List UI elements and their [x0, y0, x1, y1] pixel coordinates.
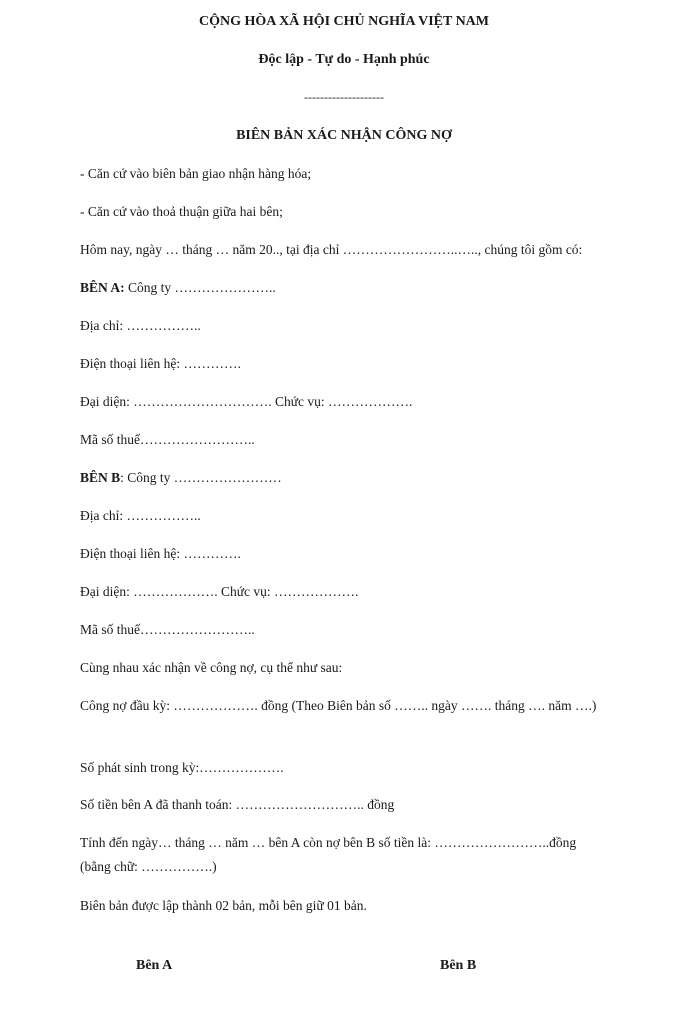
basis-line-1: - Căn cứ vào biên bản giao nhận hàng hóa;: [80, 166, 312, 181]
arising-amount: Số phát sinh trong kỳ:……………….: [80, 760, 284, 775]
confirm-line: Cùng nhau xác nhận về công nợ, cụ thể như sau:: [80, 660, 343, 675]
party-a-company-text: Công ty …………………..: [124, 280, 276, 295]
party-b-tax-code: Mã số thuế……………………..: [80, 622, 255, 637]
party-b-address: Địa chỉ: ……………..: [80, 508, 201, 523]
signature-party-a: Bên A: [136, 958, 173, 973]
remaining-debt: Tính đến ngày… tháng … năm … bên A còn nợ bên B số tiền là: ……………………..đồng (bằng chữ: …………….): [80, 835, 577, 874]
party-b-label: BÊN B: [80, 470, 121, 485]
signature-party-b: Bên B: [440, 958, 477, 973]
document-title: BIÊN BẢN XÁC NHẬN CÔNG NỢ: [236, 128, 452, 143]
opening-debt: Công nợ đầu kỳ: ………………. đồng (Theo Biên bản số …….. ngày ……. tháng …. năm ….): [80, 698, 597, 713]
motto: Độc lập - Tự do - Hạnh phúc: [258, 52, 430, 67]
party-b-representative: Đại diện: ………………. Chức vụ: ……………….: [80, 584, 359, 599]
party-a-address: Địa chỉ: ……………..: [80, 318, 201, 333]
party-a-label: BÊN A:: [80, 280, 125, 295]
header-divider: --------------------: [304, 90, 384, 104]
party-a-representative: Đại diện: …………………………. Chức vụ: ……………….: [80, 394, 413, 409]
party-b-company-text: : Công ty ……………………: [120, 470, 282, 485]
intro-line: Hôm nay, ngày … tháng … năm 20.., tại địa chỉ ……………………..….., chúng tôi gồm có:: [80, 242, 583, 257]
basis-line-2: - Căn cứ vào thoả thuận giữa hai bên;: [80, 204, 283, 219]
party-a-phone: Điện thoại liên hệ: ………….: [80, 356, 241, 371]
copies-note: Biên bản được lập thành 02 bản, mỗi bên giữ 01 bản.: [80, 898, 367, 913]
party-a-tax-code: Mã số thuế……………………..: [80, 432, 255, 447]
paid-amount: Số tiền bên A đã thanh toán: ……………………….. đồng: [80, 797, 395, 812]
party-b-company: [80, 470, 600, 486]
country-header: CỘNG HÒA XÃ HỘI CHỦ NGHĨA VIỆT NAM: [198, 14, 489, 29]
party-b-phone: Điện thoại liên hệ: ………….: [80, 546, 241, 561]
party-a-company: [80, 280, 600, 296]
